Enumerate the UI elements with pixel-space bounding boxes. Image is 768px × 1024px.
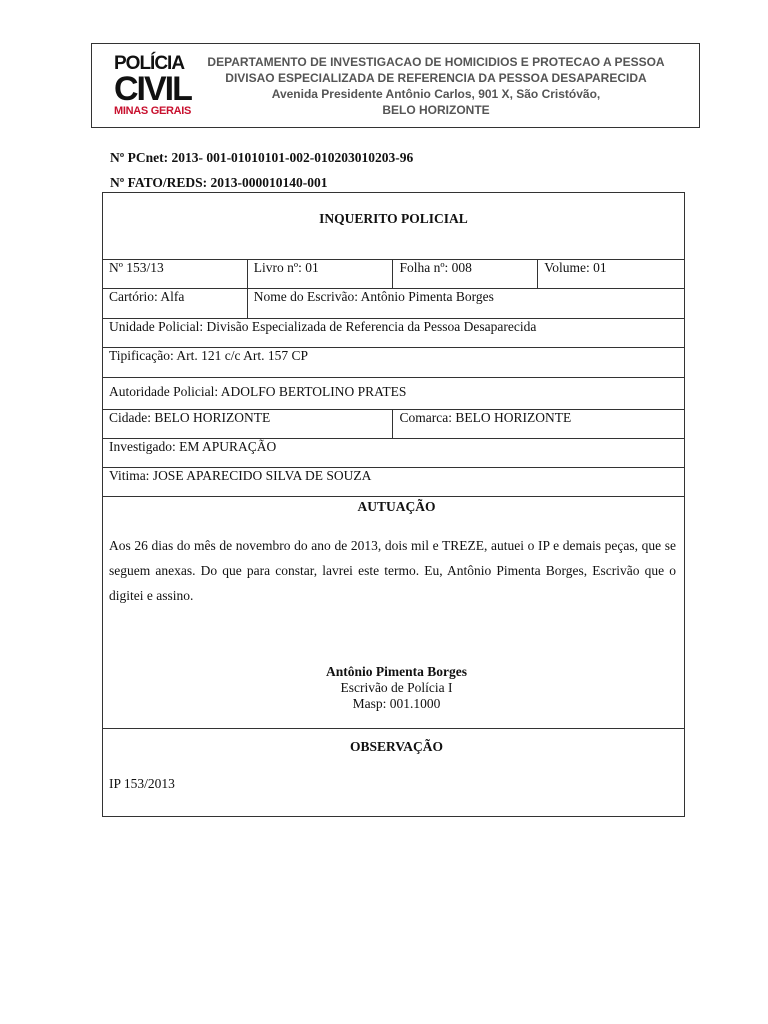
investigado-field: Investigado: EM APURAÇÃO	[103, 439, 685, 468]
autoridade-policial-field: Autoridade Policial: ADOLFO BERTOLINO PRATES	[103, 378, 685, 410]
department-name: DEPARTAMENTO DE INVESTIGACAO DE HOMICIDIOS E PROTECAO A PESSOA	[207, 55, 665, 69]
autuacao-title: AUTUAÇÃO	[357, 499, 436, 514]
inquerito-number: Nº 153/13	[103, 260, 248, 289]
signature-block	[109, 664, 684, 712]
comarca-field: Comarca: BELO HORIZONTE	[393, 410, 685, 439]
observacao-text: IP 153/2013	[109, 776, 175, 791]
letterhead-text	[190, 54, 682, 118]
division-name: DIVISAO ESPECIALIZADA DE REFERENCIA DA PESSOA DESAPARECIDA	[225, 71, 647, 85]
volume-number: Volume: 01	[538, 260, 685, 289]
cidade-field: Cidade: BELO HORIZONTE	[103, 410, 393, 439]
folha-number: Folha nº: 008	[393, 260, 538, 289]
inquerito-table	[102, 192, 685, 817]
observacao-title: OBSERVAÇÃO	[349, 739, 444, 754]
logo-line-1: POLÍCIA	[114, 53, 185, 74]
pcnet-number: Nº PCnet: 2013- 001-01010101-002-010203010203-96	[110, 150, 414, 165]
observacao-section	[103, 729, 685, 817]
policia-civil-logo	[114, 54, 194, 118]
autuacao-text: Aos 26 dias do mês de novembro do ano de 2013, dois mil e TREZE, autuei o IP e demais peças, que se seguem anexas. Do que para constar, lavrei este termo. Eu, Antônio Pimenta Borges, Escrivão que o digitei e assino.	[109, 538, 676, 603]
city-line: BELO HORIZONTE	[382, 103, 490, 117]
logo-line-2: CIVIL	[114, 70, 191, 108]
document-title: INQUERITO POLICIAL	[103, 193, 685, 260]
signature-role: Escrivão de Polícia I	[340, 680, 453, 695]
livro-number: Livro nº: 01	[247, 260, 393, 289]
autuacao-section	[103, 497, 685, 729]
escrivao-field: Nome do Escrivão: Antônio Pimenta Borges	[247, 289, 684, 319]
logo-line-3: MINAS GERAIS	[114, 105, 192, 117]
signature-name: Antônio Pimenta Borges	[326, 664, 467, 679]
cartorio-field: Cartório: Alfa	[103, 289, 248, 319]
fato-reds-number: Nº FATO/REDS: 2013-000010140-001	[110, 175, 328, 190]
tipificacao-field: Tipificação: Art. 121 c/c Art. 157 CP	[103, 348, 685, 378]
address-line: Avenida Presidente Antônio Carlos, 901 X, São Cristóvão,	[271, 87, 601, 101]
letterhead	[91, 43, 700, 128]
unidade-policial-field: Unidade Policial: Divisão Especializada de Referencia da Pessoa Desaparecida	[103, 319, 685, 348]
vitima-field: Vitima: JOSE APARECIDO SILVA DE SOUZA	[103, 468, 685, 497]
signature-masp: Masp: 001.1000	[352, 696, 441, 711]
